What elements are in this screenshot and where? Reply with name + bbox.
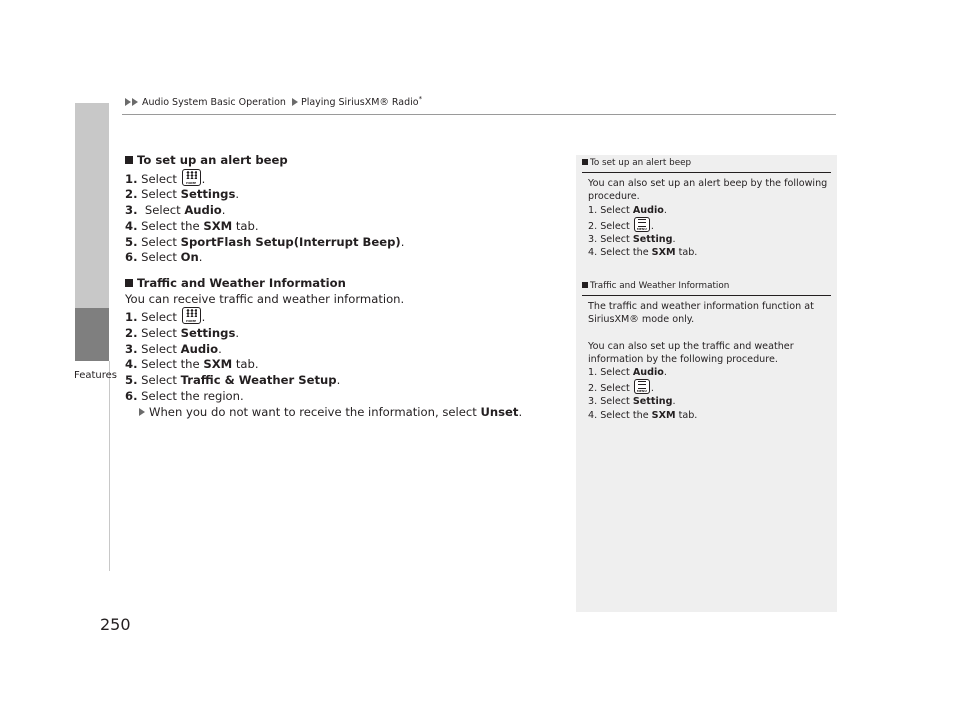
- note-alert: [582, 157, 831, 259]
- traffic-step-4: 4. Select the SXM tab.: [125, 357, 259, 372]
- breadcrumb-arrow-icon: [125, 98, 131, 106]
- note-alert-step-2: 2. Select MENU .: [588, 217, 825, 233]
- breadcrumb: [125, 95, 422, 108]
- menu-button-icon: MENU: [634, 217, 650, 232]
- note-alert-step-3: 3. Select Setting.: [588, 234, 676, 246]
- note-traffic-title: Traffic and Weather Information: [582, 280, 831, 293]
- traffic-step-2: 2. Select Settings.: [125, 326, 240, 341]
- note-traffic-step-3: 3. Select Setting.: [588, 396, 676, 408]
- note-rule: [582, 172, 831, 173]
- note-traffic-step-1: 1. Select Audio.: [588, 367, 667, 379]
- traffic-step-3: 3. Select Audio.: [125, 341, 222, 356]
- note-traffic-para2-cont: information by the following procedure.: [588, 353, 778, 365]
- note-alert-title: To set up an alert beep: [582, 157, 831, 170]
- note-mark-icon: [582, 159, 588, 165]
- breadcrumb-arrow-icon: [292, 98, 298, 106]
- side-tab: [75, 103, 109, 308]
- section-square-icon: [125, 279, 133, 287]
- note-alert-intro: You can also set up an alert beep by the following: [588, 178, 828, 190]
- home-button-icon: HOME: [182, 307, 201, 324]
- note-traffic-para1: The traffic and weather information function at: [588, 301, 814, 313]
- alert-step-5: 5. Select SportFlash Setup(Interrupt Beep).: [125, 234, 405, 249]
- section-label: Features: [74, 370, 117, 381]
- header-rule: [122, 114, 836, 115]
- alert-step-4: 4. Select the SXM tab.: [125, 218, 259, 233]
- alert-heading: To set up an alert beep: [125, 153, 570, 169]
- note-spacer: [588, 327, 825, 340]
- alert-step-3: 3. Select Audio.: [125, 203, 226, 218]
- traffic-heading: Traffic and Weather Information: [125, 276, 570, 292]
- home-button-icon: HOME: [182, 169, 201, 186]
- breadcrumb-arrow-icon: [132, 98, 138, 106]
- note-rule: [582, 295, 831, 296]
- section-square-icon: [125, 156, 133, 164]
- note-traffic-step-4: 4. Select the SXM tab.: [588, 409, 698, 421]
- notes-sidebar: [576, 155, 837, 612]
- note-traffic-para1-cont: SiriusXM® mode only.: [588, 314, 695, 326]
- breadcrumb-item-siriusxm[interactable]: Playing SiriusXM® Radio: [300, 97, 419, 108]
- page-number: 250: [100, 615, 131, 634]
- side-tab-active-marker: [75, 308, 109, 361]
- breadcrumb-footnote-mark: *: [418, 95, 423, 103]
- alert-step-1: 1. Select HOME .: [125, 169, 570, 188]
- main-content: [125, 153, 570, 420]
- note-traffic-para2: You can also set up the traffic and weather: [588, 340, 794, 352]
- traffic-step-1: 1. Select HOME .: [125, 307, 570, 326]
- note-traffic-step-2: 2. Select MENU .: [588, 379, 825, 395]
- side-tab-line: [109, 361, 110, 571]
- note-alert-step-4: 4. Select the SXM tab.: [588, 247, 698, 259]
- note-alert-step-1: 1. Select Audio.: [588, 204, 667, 216]
- menu-button-icon: MENU: [634, 379, 650, 394]
- traffic-subnote: When you do not want to receive the information, select Unset.: [125, 405, 570, 421]
- traffic-intro: You can receive traffic and weather information.: [125, 291, 405, 306]
- alert-step-6: 6. Select On.: [125, 250, 203, 265]
- traffic-step-5: 5. Select Traffic & Weather Setup.: [125, 373, 341, 388]
- alert-step-2: 2. Select Settings.: [125, 187, 240, 202]
- note-traffic: [582, 280, 831, 422]
- traffic-step-6: 6. Select the region.: [125, 388, 244, 403]
- note-alert-intro-cont: procedure.: [588, 191, 640, 203]
- subnote-arrow-icon: [139, 408, 145, 416]
- note-mark-icon: [582, 282, 588, 288]
- breadcrumb-item-audio-system[interactable]: Audio System Basic Operation: [142, 97, 286, 108]
